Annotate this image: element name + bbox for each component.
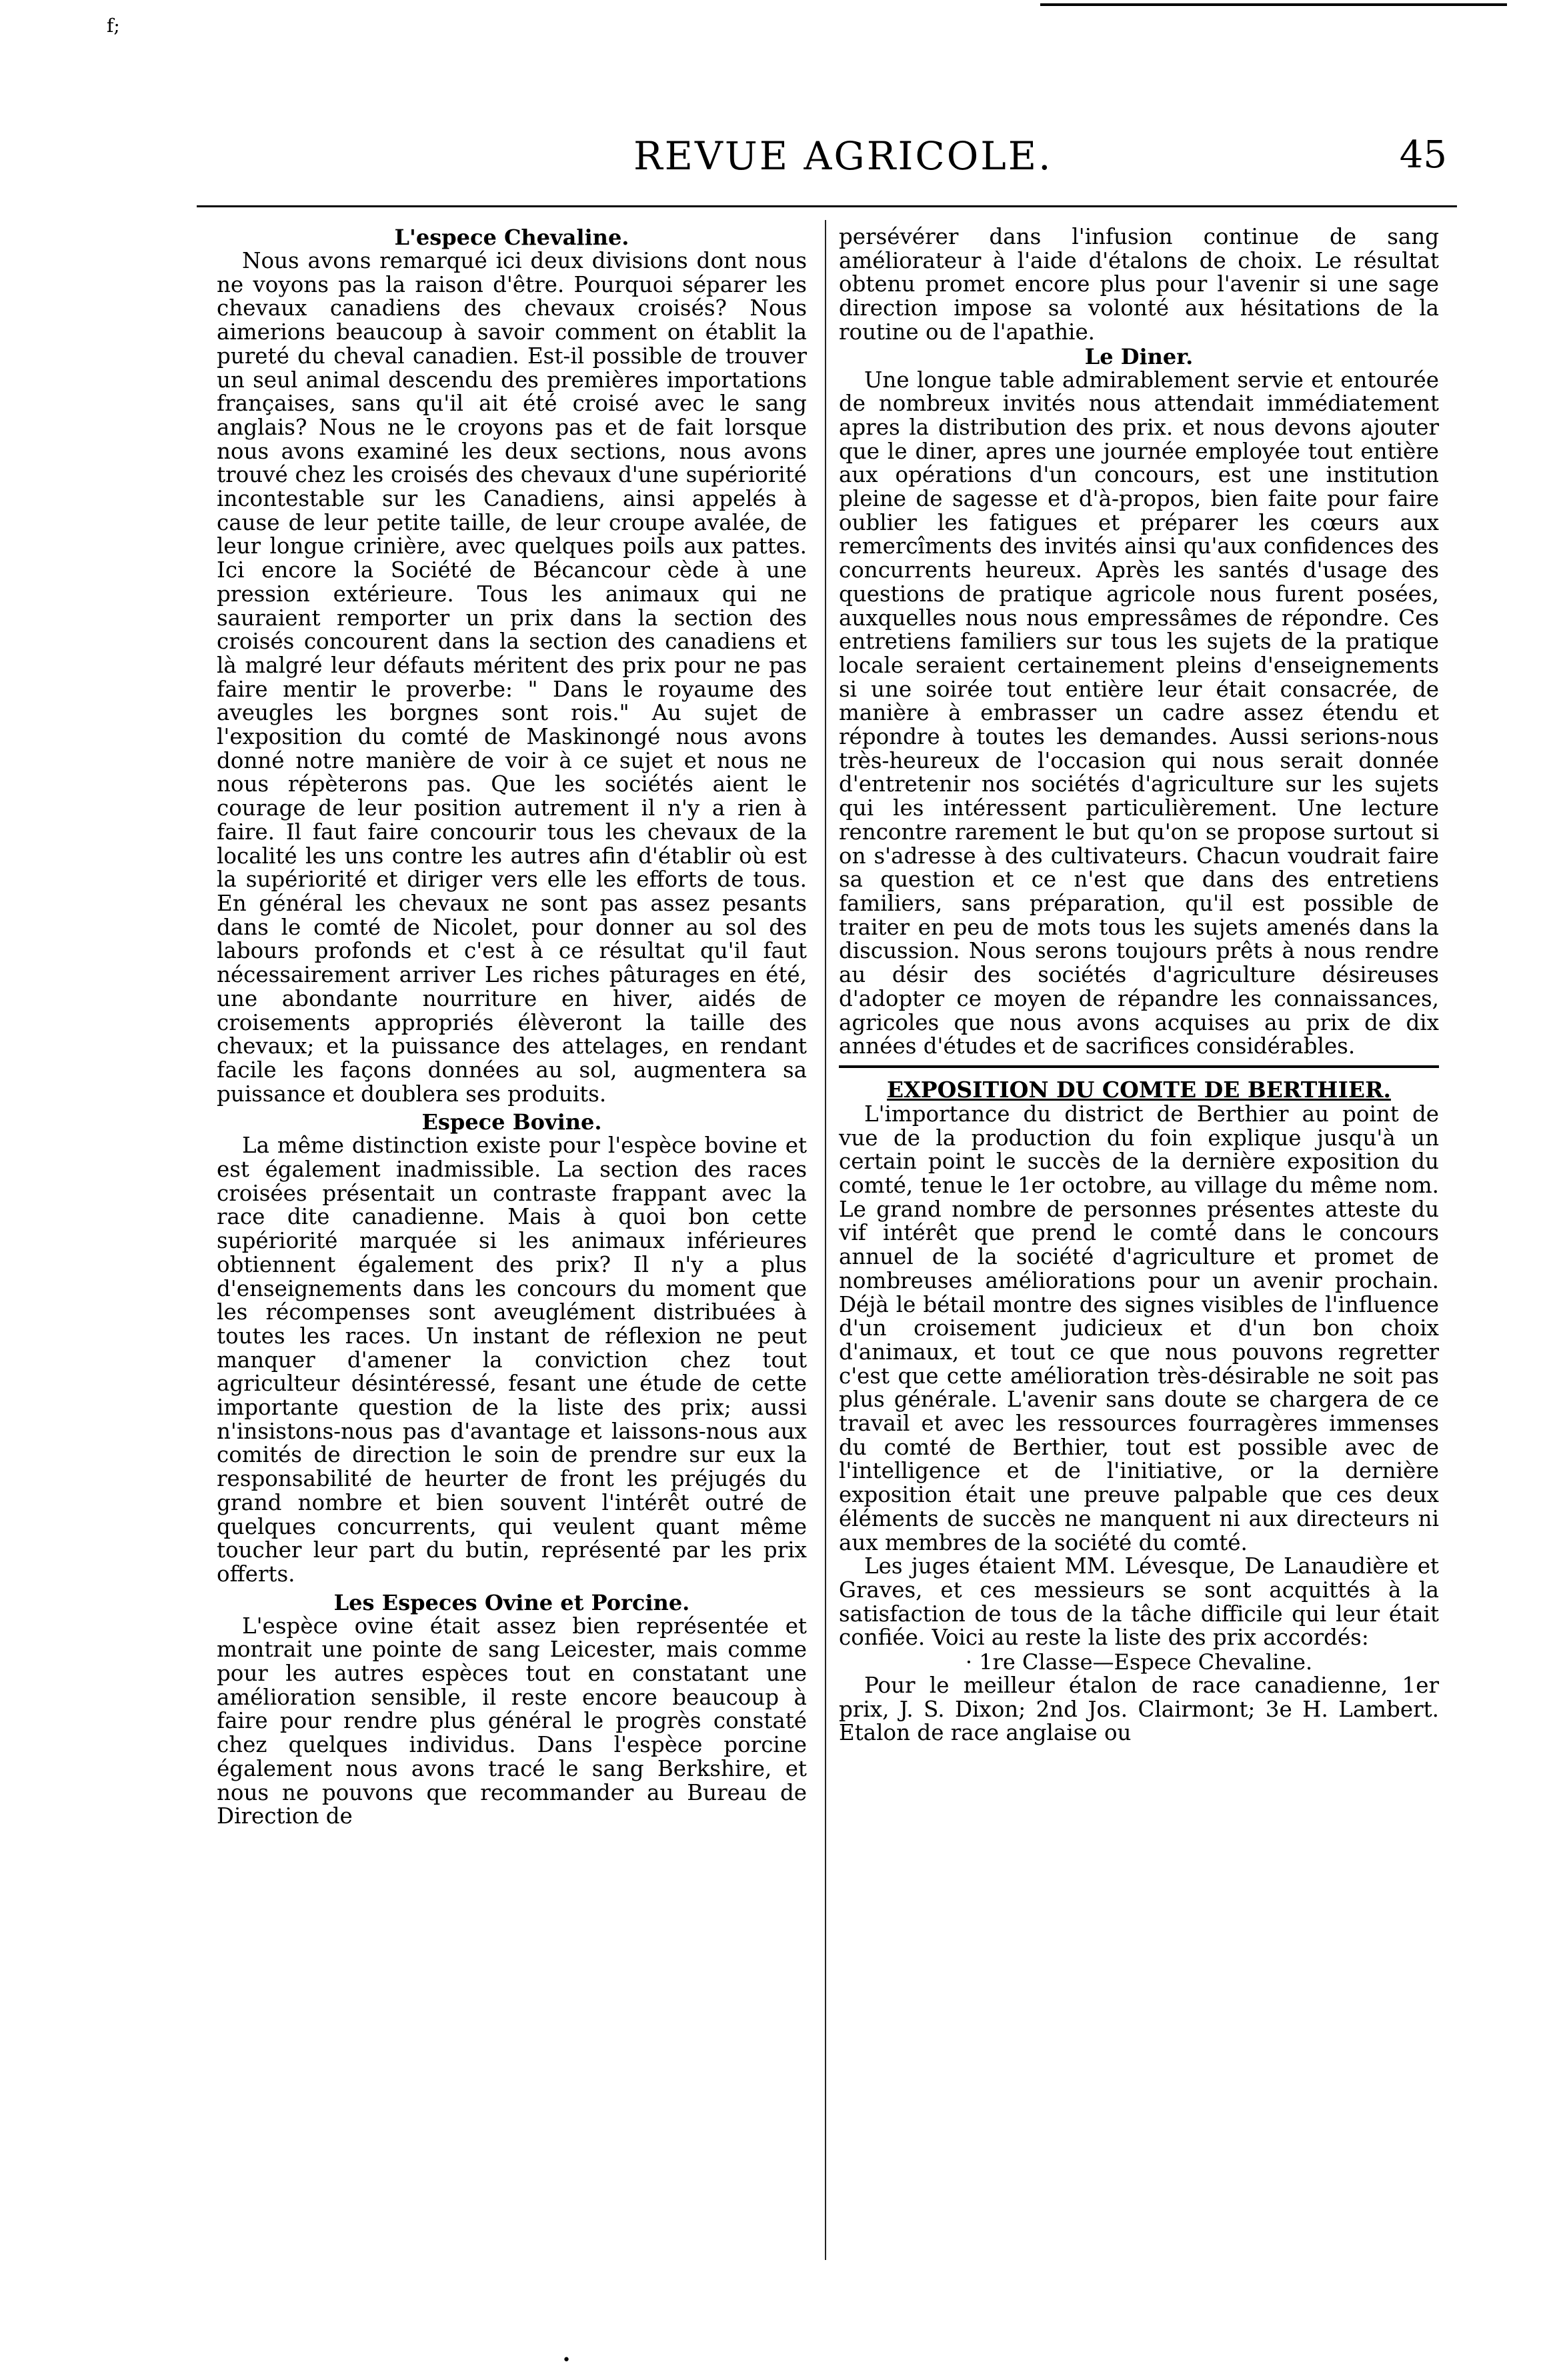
header-rule <box>197 205 1457 207</box>
top-edge-rule <box>1040 3 1507 6</box>
section-title-exposition-berthier: EXPOSITION DU COMTE DE BERTHIER. <box>887 1076 1391 1103</box>
paragraph-continuation: persévérer dans l'infusion continue de sang améliorateur à l'aide d'étalons de choix. Le résultat obtenu promet encore plus pour l'avenir si une sage direction impose sa volonté aux hésitations de la routine ou de l'apathie. <box>839 224 1439 345</box>
bottom-mark: • <box>562 2352 571 2369</box>
page-number: 45 <box>1399 133 1447 177</box>
paragraph-chevaline: Nous avons remarqué ici deux divisions dont nous ne voyons pas la raison d'être. Pourquoi séparer les chevaux canadiens des chevaux croisés? Nous aimerions beaucoup à savoir comment on établit la pureté du cheval canadien. Est-il possible de trouver un seul animal descendu des premières importations françaises, sans qu'il ait été croisé avec le sang anglais? Nous ne le croyons pas et de fait lorsque nous avons examiné les deux sections, nous avons trouvé chez les croisés des chevaux d'une supériorité incontestable sur les Canadiens, ainsi appelés à cause de leur petite taille, de leur croupe avalée, de leur longue crinière, avec quelques poils aux pattes. Ici encore la Société de Bécancour cède à une pression extérieure. Tous les animaux qui ne sauraient remporter un prix dans la section des croisés concourent dans la section des canadiens et là malgré leur défauts méritent des prix pour ne pas faire mentir le proverbe: " Dans le royaume des aveugles les borgnes sont rois." Au sujet de l'exposition du comté de Maskinongé nous avons donné notre manière de voir à ce sujet et nous ne nous répèterons pas. Que les sociétés aient le courage de leur position autrement il n'y a rien à faire. Il faut faire concourir tous les chevaux de la localité les uns contre les autres afin d'établir où est la supériorité et diriger vers elle les efforts de tous. En général les chevaux ne sont pas assez pesants dans le comté de Nicolet, pour donner au sol des labours profonds et c'est à ce résultat qu'il faut nécessairement arriver Les riches pâturages en été, une abondante nourriture en hiver, aidés de croisements appropriés élèveront la taille des chevaux; et la puissance des attelages, en rendant facile les façons données au sol, augmentera sa puissance et doublera ses produits. <box>217 248 807 1107</box>
left-column <box>217 225 807 1829</box>
right-column <box>839 225 1439 1745</box>
paragraph-bovine: La même distinction existe pour l'espèce bovine et est également inadmissible. La section des races croisées présentait un contraste frappant avec la race dite canadienne. Mais à quoi bon cette supériorité marquée si les animaux inférieures obtiennent également des prix? Il n'y a plus d'enseignements dans les concours du moment que les récompenses sont aveuglément distribuées à toutes les races. Un instant de réflexion ne peut manquer d'amener la conviction chez tout agriculteur désintéressé, fesant une étude de cette importante question de la liste des prix; aussi n'insistons-nous pas d'avantage et laissons-nous aux comités de direction le soin de prendre sur eux la responsabilité de heurter de front les préjugés du grand nombre et bien souvent l'intérêt outré de quelques concurrents, qui veulent quant même toucher leur part du butin, représenté par les prix offerts. <box>217 1133 807 1587</box>
page-header <box>227 133 1447 187</box>
running-title: REVUE AGRICOLE. <box>633 133 1053 179</box>
heading-ovine-porcine: Les Especes Ovine et Porcine. <box>333 1589 690 1615</box>
heading-espece-bovine: Espece Bovine. <box>421 1109 602 1135</box>
column-divider <box>825 220 826 2260</box>
section-rule <box>839 1065 1439 1068</box>
paragraph-juges: Les juges étaient MM. Lévesque, De Lanaudière et Graves, et ces messieurs se sont acquittés à la satisfaction de tous de la tâche difficile qui leur était confiée. Voici au reste la liste des prix accordés: <box>839 1553 1439 1651</box>
paragraph-diner: Une longue table admirablement servie et entourée de nombreux invités nous attendait immédiatement apres la distribution des prix. et nous devons ajouter que le diner, apres une journée employée tout entière aux opérations d'un concours, est une institution pleine de sagesse et d'à-propos, bien faite pour faire oublier les fatigues et préparer les cœurs aux remercîments des invités ainsi qu'aux confidences des concurrents heureux. Après les santés d'usage des questions de pratique agricole nous furent posées, auxquelles nous nous empressâmes de répondre. Ces entretiens familiers sur tous les sujets de la pratique locale seraient certainement pleins d'enseignements si une soirée tout entière leur était consacrée, de manière à embrasser un cadre assez étendu et répondre à toutes les demandes. Aussi serions-nous très-heureux de l'occasion qui nous serait donnée d'entretenir nos sociétés d'agriculture sur les sujets qui les intéressent particulièrement. Une lecture rencontre rarement le but qu'on se propose surtout si on s'adresse à des cultivateurs. Chacun voudrait faire sa question et ce n'est que dans des entretiens familiers, sans préparation, qu'il est possible de traiter en peu de mots tous les sujets amenés dans la discussion. Nous serons toujours prêts à nous rendre au désir des sociétés d'agriculture désireuses d'adopter ce moyen de répandre les connaissances, agricoles que nous avons acquises au prix de dix années d'études et de sacrifices considérables. <box>839 367 1439 1059</box>
heading-le-diner: Le Diner. <box>1084 343 1194 369</box>
paragraph-ovine-porcine: L'espèce ovine était assez bien représentée et montrait une pointe de sang Leicester, mais comme pour les autres espèces tout en constatant une amélioration sensible, il reste encore beaucoup à faire pour rendre plus général le progrès constaté chez quelques individus. Dans l'espèce porcine également nous avons tracé le sang Berkshire, et nous ne pouvons que recommander au Bureau de Direction de <box>217 1613 807 1829</box>
corner-mark: f; <box>107 15 120 37</box>
paragraph-prix: Pour le meilleur étalon de race canadienne, 1er prix, J. S. Dixon; 2nd Jos. Clairmont; 3e H. Lambert. Etalon de race anglaise ou <box>839 1673 1439 1746</box>
heading-espece-chevaline: L'espece Chevaline. <box>394 225 629 250</box>
heading-classe-chevaline: · 1re Classe—Espece Chevaline. <box>965 1649 1313 1675</box>
paragraph-berthier-intro: L'importance du district de Berthier au point de vue de la production du foin explique jusqu'à un certain point le succès de la dernière exposition du comté, tenue le 1er octobre, au village du même nom. Le grand nombre de personnes présentes atteste du vif intérêt que prend le comté dans le concours annuel de la société d'agriculture et promet de nombreuses améliorations pour un avenir prochain. Déjà le bétail montre des signes visibles de l'influence d'un croisement judicieux et d'un bon choix d'animaux, et tout ce que nous pouvons regretter c'est que cette amélioration très-désirable ne soit pas plus générale. L'avenir sans doute se chargera de ce travail et avec les ressources fourragères immenses du comté de Berthier, tout est possible avec de l'intelligence et de l'initiative, or la dernière exposition était une preuve palpable que ces deux éléments de succès ne manquent ni aux directeurs ni aux membres de la société du comté. <box>839 1101 1439 1555</box>
